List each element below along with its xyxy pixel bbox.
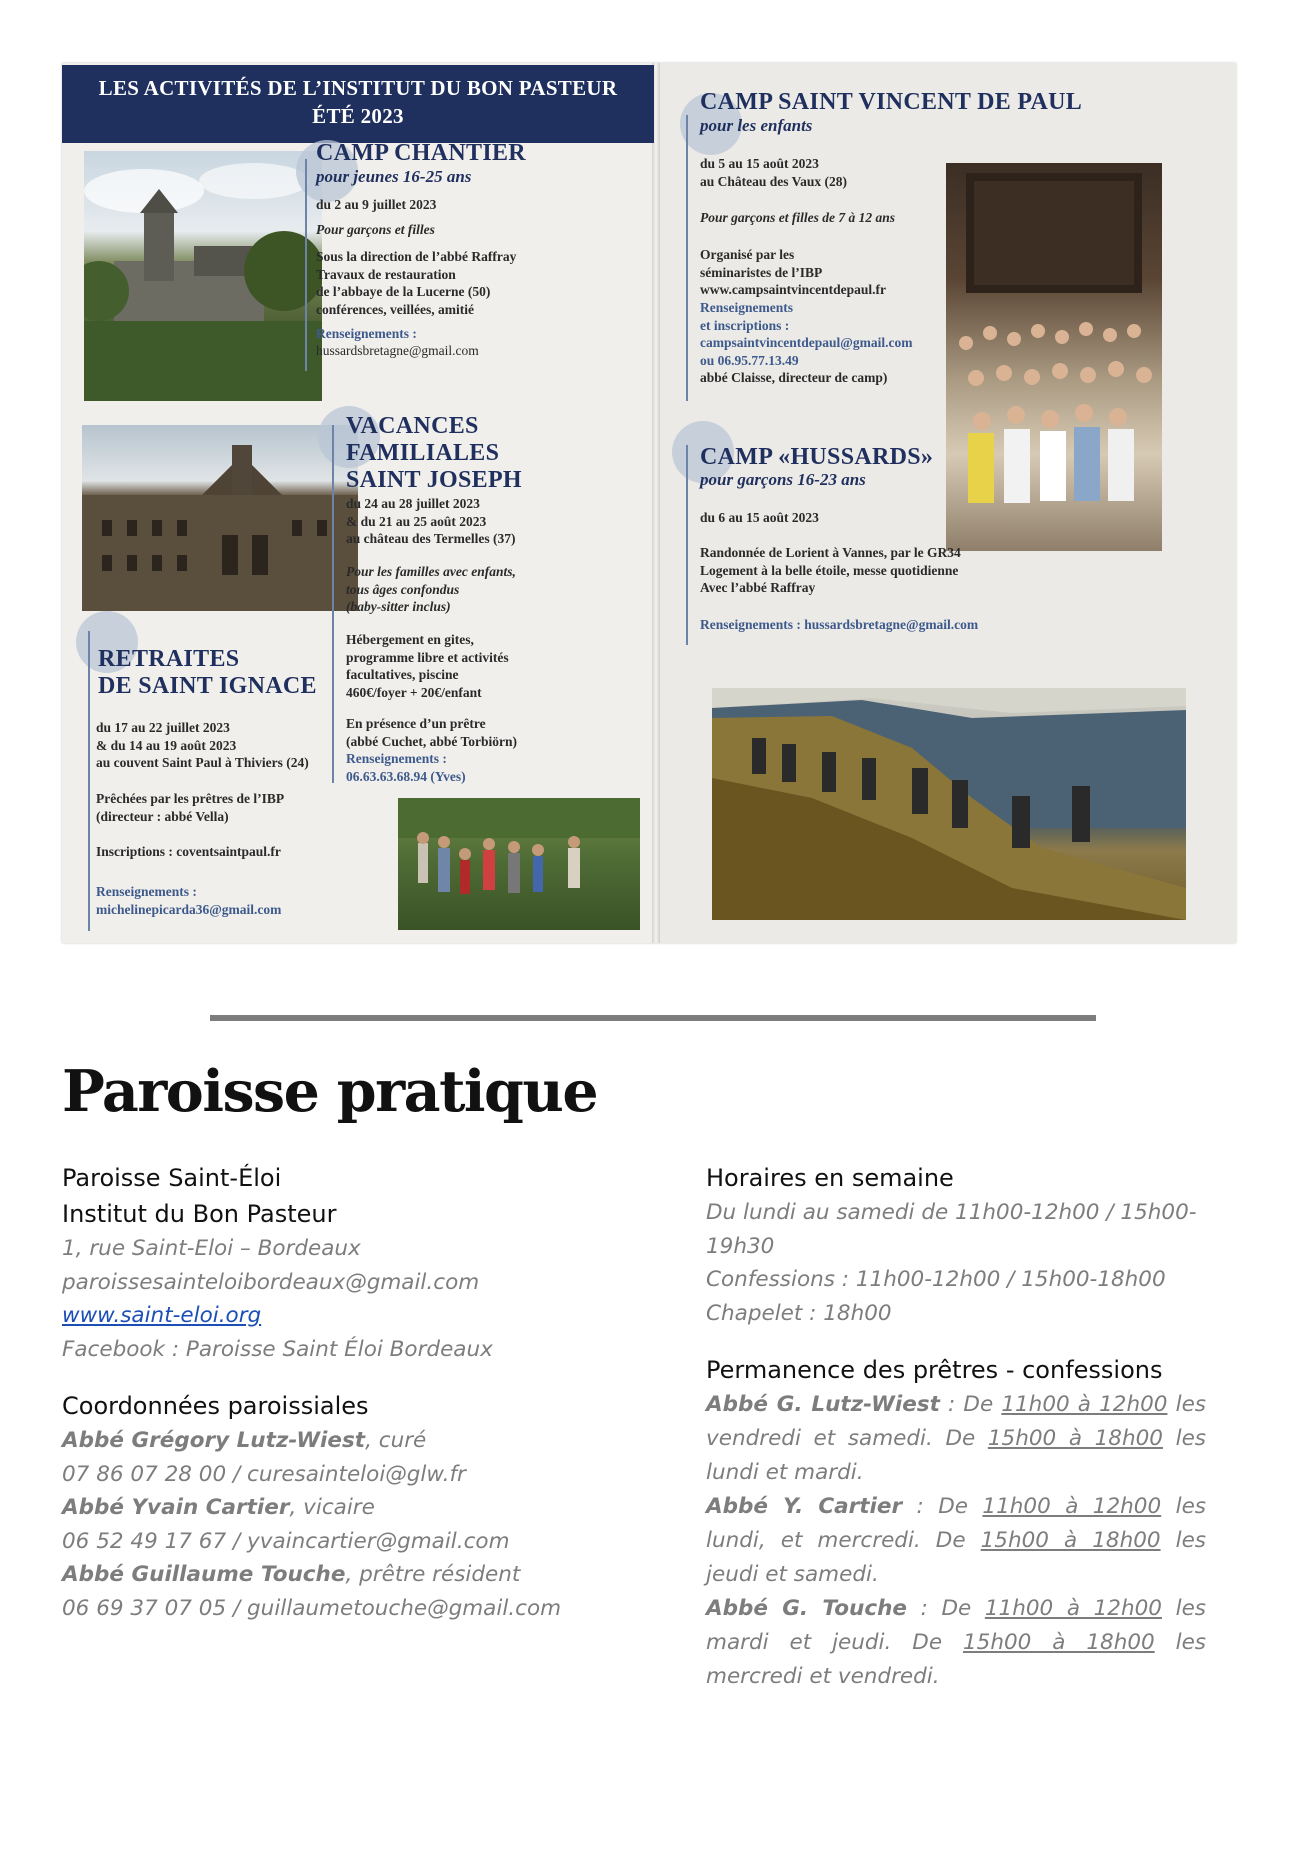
vacances-priests: En présence d’un prêtre (abbé Cuchet, abbé Torbiörn): [346, 716, 518, 749]
weekday-line: Chapelet : 18h00: [706, 1300, 892, 1326]
clergy-name: Abbé Guillaume Touche: [62, 1562, 346, 1587]
camp-chantier-title: CAMP CHANTIER: [316, 140, 526, 166]
parish-website-link[interactable]: www.saint-eloi.org: [62, 1303, 262, 1328]
abbey-photo: [84, 151, 322, 401]
weekday-heading: Horaires en semaine: [706, 1164, 954, 1192]
retraites-title: RETRAITES DE SAINT IGNACE: [98, 646, 317, 699]
clergy-name: Abbé Yvain Cartier: [62, 1495, 290, 1520]
brochure-banner: [62, 65, 654, 143]
retraites-contact: michelinepicarda36@gmail.com: [96, 902, 282, 917]
clergy-3: [62, 1558, 642, 1592]
institute-name: Institut du Bon Pasteur: [62, 1200, 337, 1228]
camp-chantier-subtitle: pour jeunes 16-25 ans: [316, 167, 472, 186]
children-group-photo: [946, 163, 1162, 551]
parish-email: paroissesainteloibordeaux@gmail.com: [62, 1269, 480, 1295]
time-slot: 15h00 à 18h00: [980, 1528, 1161, 1553]
time-slot: 11h00 à 12h00: [1001, 1392, 1168, 1417]
permanence-heading: Permanence des prêtres - confessions: [706, 1356, 1163, 1384]
decor-line: [686, 115, 688, 401]
clergy-name: Abbé Grégory Lutz-Wiest: [62, 1428, 366, 1453]
clergy-3-contact: 06 69 37 07 05 / guillaumetouche@gmail.com: [62, 1595, 562, 1621]
vacances-dates: du 24 au 28 juillet 2023 & du 21 au 25 août 2023 au château des Termelles (37): [346, 496, 516, 546]
retraites-dates: du 17 au 22 juillet 2023 & du 14 au 19 août 2023 au couvent Saint Paul à Thiviers (24): [96, 720, 309, 770]
camp-svp-director: abbé Claisse, directeur de camp): [700, 370, 888, 385]
camp-svp-contact: Renseignements et inscriptions : campsaintvincentdepaul@gmail.com ou 06.95.77.13.49: [700, 300, 913, 368]
decor-line: [686, 445, 688, 645]
decor-line: [305, 159, 307, 371]
banner-line-1: LES ACTIVITÉS DE L’INSTITUT DU BON PASTEUR: [98, 76, 618, 100]
camp-hussards-title: CAMP «HUSSARDS»: [700, 444, 934, 470]
vacances-contact-label: Renseignements :: [346, 751, 447, 766]
clergy-2: [62, 1491, 642, 1525]
vacances-details: Hébergement en gites, programme libre et activités facultatives, piscine 460€/foyer + 20€/enfant: [346, 632, 509, 700]
priest-name: Abbé G. Lutz-Wiest: [706, 1392, 940, 1417]
permanence-entry-1: Abbé G. Lutz-Wiest : De 11h00 à 12h00 les vendredi et samedi. De 15h00 à 18h00 les lundi et mardi.: [706, 1392, 1207, 1485]
spacer: [706, 1330, 1206, 1352]
clergy-1-contact: 07 86 07 28 00 / curesainteloi@glw.fr: [62, 1461, 466, 1487]
family-photo: [398, 798, 640, 930]
time-slot: 11h00 à 12h00: [984, 1596, 1162, 1621]
weekday-line: Confessions : 11h00-12h00 / 15h00-18h00: [706, 1267, 1166, 1292]
clergy-role: , prêtre résident: [345, 1562, 521, 1587]
camp-svp-organised: Organisé par les séminaristes de l’IBP www.campsaintvincentdepaul.fr: [700, 247, 887, 297]
camp-hussards-dates: du 6 au 15 août 2023: [700, 510, 819, 525]
camp-hussards-subtitle: pour garçons 16-23 ans: [700, 470, 866, 489]
decor-line: [88, 631, 90, 931]
camp-chantier-dates: du 2 au 9 juillet 2023: [316, 197, 437, 212]
vacances-audience: Pour les familles avec enfants, tous âges confondus (baby-sitter inclus): [346, 564, 516, 614]
camp-svp-subtitle: pour les enfants: [700, 116, 813, 135]
brochure-photo: [62, 63, 1236, 943]
retraites-preached: Prêchées par les prêtres de l’IBP (directeur : abbé Vella): [96, 791, 285, 824]
clergy-1: [62, 1424, 642, 1458]
camp-chantier-contact: hussardsbretagne@gmail.com: [316, 343, 479, 358]
permanence-entry-2: Abbé Y. Cartier : De 11h00 à 12h00 les lundi, et mercredi. De 15h00 à 18h00 les jeudi et samedi.: [706, 1494, 1207, 1587]
section-divider: [210, 1015, 1096, 1021]
spacer: [62, 1366, 642, 1388]
camp-svp-dates: du 5 au 15 août 2023 au Château des Vaux (28): [700, 156, 848, 189]
coordinates-heading: Coordonnées paroissiales: [62, 1392, 369, 1420]
camp-svp-title: CAMP SAINT VINCENT DE PAUL: [700, 89, 1083, 115]
time-slot: 15h00 à 18h00: [987, 1426, 1163, 1451]
parish-name: Paroisse Saint-Éloi: [62, 1164, 282, 1192]
retraites-inscriptions: Inscriptions : coventsaintpaul.fr: [96, 844, 281, 859]
time-slot: 15h00 à 18h00: [962, 1630, 1155, 1655]
page-title: Paroisse pratique: [62, 1058, 598, 1125]
weekday-line: Du lundi au samedi de 11h00-12h00 / 15h00-: [706, 1200, 1197, 1225]
parish-facebook: Facebook : Paroisse Saint Éloi Bordeaux: [62, 1336, 493, 1362]
clergy-role: , curé: [365, 1428, 427, 1453]
vacances-title: VACANCES FAMILIALES SAINT JOSEPH: [346, 413, 522, 493]
camp-svp-audience: Pour garçons et filles de 7 à 12 ans: [700, 210, 896, 225]
camp-chantier-contact-label: Renseignements :: [316, 326, 417, 341]
retraites-contact-label: Renseignements :: [96, 884, 197, 899]
camp-chantier-details: Sous la direction de l’abbé Raffray Travaux de restauration de l’abbaye de la Lucerne (50) conférences, veillées, amitié: [316, 249, 517, 317]
convent-photo: [82, 425, 358, 611]
weekday-line: 19h30: [706, 1233, 775, 1259]
camp-hussards-contact: Renseignements : hussardsbretagne@gmail.com: [700, 617, 979, 632]
parish-info-column: [62, 1160, 642, 1625]
banner-line-2: ÉTÉ 2023: [312, 104, 404, 128]
brochure-fold: [652, 63, 660, 943]
vacances-contact: 06.63.63.68.94 (Yves): [346, 769, 466, 784]
camp-hussards-details: Randonnée de Lorient à Vannes, par le GR34 Logement à la belle étoile, messe quotidienne Avec l’abbé Raffray: [700, 545, 961, 595]
clergy-role: , vicaire: [289, 1495, 375, 1520]
time-slot: 11h00 à 12h00: [982, 1494, 1162, 1519]
schedule-column: [706, 1160, 1206, 1694]
clergy-2-contact: 06 52 49 17 67 / yvaincartier@gmail.com: [62, 1528, 510, 1554]
decor-line: [332, 425, 334, 783]
coastal-hike-photo: [712, 688, 1186, 920]
camp-chantier-audience: Pour garçons et filles: [316, 222, 435, 237]
permanence-entry-3: Abbé G. Touche : De 11h00 à 12h00 les mardi et jeudi. De 15h00 à 18h00 les mercredi et vendredi.: [706, 1596, 1207, 1689]
parish-address: 1, rue Saint-Eloi – Bordeaux: [62, 1236, 361, 1261]
priest-name: Abbé G. Touche: [706, 1596, 907, 1621]
priest-name: Abbé Y. Cartier: [706, 1494, 903, 1519]
